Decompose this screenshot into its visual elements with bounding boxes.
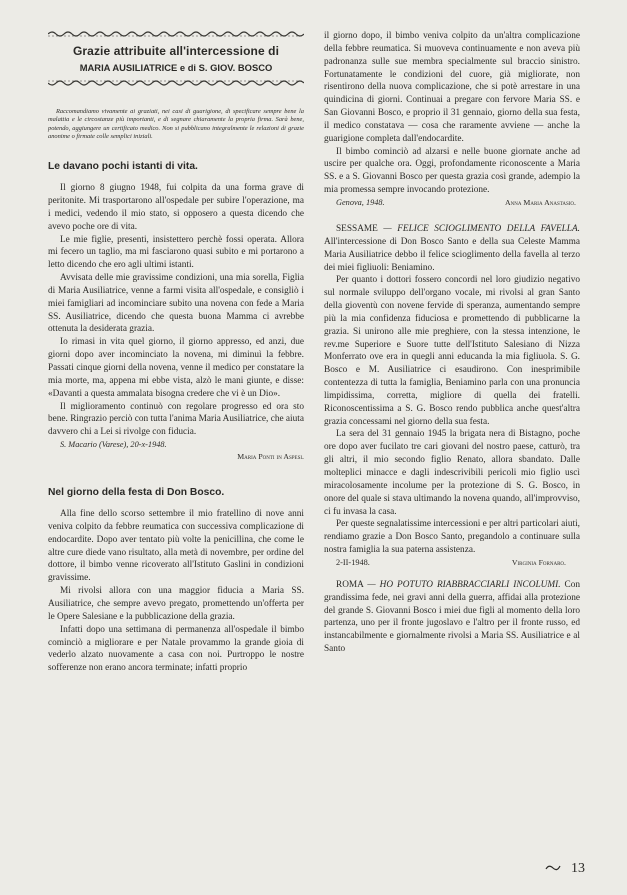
editorial-note: [48, 108, 304, 141]
article4-lead-text: Con grandissima fede, nei gravi anni della guerra, affidai alla protezione del grande S. Giovanni Bosco i miei due figli al momento della loro partenza, uno per il fronte jugoslavo e l'altro per il fronte russo, ed instancabilmente e giornalmente rivolsi a Maria SS. Ausiliatrice e al Santo: [324, 579, 581, 655]
article3-signature: [324, 557, 580, 569]
article4-lead: [324, 579, 580, 656]
article3-paragraph: Per queste segnalatissime intercessioni e per altri particolari aiuti, rendiamo grazie a Don Bosco Santo, pregandolo a continuare sulla nostra famiglia la sua paterna assistenza.: [324, 519, 580, 556]
article3-lead-text: All'intercessione di Don Bosco Santo e della sua Celeste Mamma Maria Ausiliatrice debbo il felice scioglimento della favella al terzo dei miei figliuoli: Beniamino.: [324, 236, 580, 273]
article3-heading: — FELICE SCIOGLIMENTO DELLA FAVELLA.: [383, 223, 580, 234]
article1-signature: [48, 439, 304, 463]
article3-paragraph: La sera del 31 gennaio 1945 la brigata nera di Bistagno, poche ore dopo aver fucilato tre cari giovani del nostro paese, catturò, tra gli altri, il mio secondo figlio Renato, allora sbandato. Dalle molteplici minacce e dagli indescrivibili pericoli mio figlio uscì miracolosamente incolume per la protezione di S. G. Bosco, in onore del quale si stava ultimando la novena quando, all'improvviso, ci fu invasa la casa.: [324, 429, 580, 517]
article3-signature-name: Virginia Fornaro.: [511, 557, 566, 567]
article3-place: SESSAME: [336, 223, 378, 234]
article2-paragraph-continued: il giorno dopo, il bimbo veniva colpito da un'altra complicazione della febbre reumatica. Si muoveva continuamente e non aveva più padronanza sulle sue membra specialmente sul braccio sinistro. Fortunatamente le condizioni del cuore, già migliorate, non risentirono della nuova complicazione, che si potè arrestare in una quindicina di giorni. Continuai a pregare con fervore Maria SS. e San Giovanni Bosco, e proprio il 31 gennaio, giorno della sua festa, il medico constatava — cosa che raramente avviene — anche la guarigione completa dall'endocardite.: [324, 31, 580, 144]
article1-signature-name: Maria Ponti in Aspesi.: [237, 452, 304, 462]
banner-title: Grazie attribuite all'intercessione di: [72, 44, 280, 58]
article4-place: ROMA: [336, 579, 364, 590]
article1-paragraph: Il miglioramento continuò con regolare progresso ed ora sto bene. Ringrazio perciò con tutta l'anima Maria Ausiliatrice, che aiuta davvero chi a Lei si rivolge con fiducia.: [48, 401, 304, 438]
article1-paragraph: Le mie figlie, presenti, insistettero perchè fossi operata. Allora mi fecero un taglio, ma mi fasciarono quasi subito e mi portarono a letto dicendo che ero agli ultimi istanti.: [48, 234, 304, 271]
wavy-border-top-icon: [48, 30, 304, 38]
banner-subtitle: MARIA AUSILIATRICE e di S. GIOV. BOSCO: [79, 62, 273, 73]
page-number: 13: [571, 861, 585, 876]
article3-paragraph: Per quanto i dottori fossero concordi nel loro giudizio negativo sul normale sviluppo dell'organo vocale, mi rivolsi al gran Santo della gioventù con novene fervide di speranza, aumentando sempre più la mia confidenza fiduciosa e promettendo di pubblicarne la grazia. Si unirono alle mie preghiere, con la stessa intenzione, le rev.me Superiore e Suore tutte dell'Istituto Salesiano di Nizza Monferrato ove era in quegli anni educanda la mia figliuola. S. G. Bosco e M. Ausiliatrice ci esaudirono. Con inesprimibile contentezza di tutta la famiglia, Beniamino parla con una pronuncia limpidissima, corretta, migliore di quella dei fratelli. Riconoscentissima a S. G. Bosco rendo pubblica anche quest'altra grazia concessami nel giorno della sua festa.: [324, 275, 580, 427]
banner: [48, 30, 304, 98]
article1-paragraph: Io rimasi in vita quel giorno, il giorno appresso, ed anzi, due giorni dopo aver incominciato la novena, mi diminuì la febbre. Passati cinque giorni della novena, venne il medico per constatare la mia morte, ma, appena mi ebbe vista, alzò le mani giunte, e disse: «Davanti a questa ammalata bisogna credere che vi è un Dio».: [48, 337, 304, 399]
article4-heading: — HO POTUTO RIABBRACCIARLI INCOLUMI.: [367, 579, 561, 590]
left-column: [48, 30, 304, 675]
page-ornament-icon: [545, 863, 561, 871]
article2-signature-name: Anna Maria Anastasio.: [505, 197, 576, 207]
editorial-note-text: Raccomandiamo vivamente ai graziati, nei casi di guarigione, di specificare sempre bene la malattia e le circostanze più importanti, e di segnare chiaramente la propria firma. Sarà bene, potendo, aggiungere un certificato medico. Non si pubblicano integralmente le relazioni di grazie anonime o firmate colle semplici iniziali.: [48, 108, 304, 140]
article2-paragraph: Infatti dopo una settimana di permanenza all'ospedale il bimbo cominciò a migliorare e per Natale provammo la grande gioia di vederlo alzato nuovamente a casa con noi. Purtroppo le nostre sofferenze non erano ancora terminate; infatti proprio: [48, 624, 304, 674]
article1-signature-place: S. Macario (Varese), 20-x-1948.: [60, 440, 167, 450]
article2-signature-place: Genova, 1948.: [336, 197, 385, 207]
article2-paragraph-continued: Il bimbo cominciò ad alzarsi e nelle buone giornate anche ad uscire per qualche ora. Oggi, profondamente riconoscente a Maria SS. e a S. Giovanni Bosco per questa grazia così grande, adempio la mia promessa sempre invocando protezione.: [324, 146, 580, 196]
article1-title: Le davano pochi istanti di vita.: [48, 161, 198, 173]
article3-lead: [324, 223, 580, 274]
article1-paragraph: Avvisata delle mie gravissime condizioni, una mia sorella, Figlia di Maria Ausiliatrice, venne a farmi visita all'ospedale, e consigliò i miei famigliari ad incominciare subito una novena con fede a Maria SS. Ausiliatrice, dicendo che questa buona Mamma ci avrebbe ottenuta la desiderata grazia.: [48, 273, 304, 335]
article3-signature-date: 2-II-1948.: [336, 557, 370, 567]
article2-signature: [324, 197, 580, 209]
article1-paragraph: Il giorno 8 giugno 1948, fui colpita da una forma grave di peritonite. Mi trasportarono all'ospedale per subire l'operazione, ma i medici, vedendo il mio stato, si opposero a questa dicendo che avevo poche ore di vita.: [48, 183, 304, 232]
wavy-border-bottom-icon: [48, 79, 304, 87]
article2-paragraph: Mi rivolsi allora con una maggior fiducia a Maria SS. Ausiliatrice, che sempre avevo pregato, promettendo un'offerta per le Opere Salesiane e la pubblicazione della grazia.: [48, 586, 304, 622]
article2-paragraph: Alla fine dello scorso settembre il mio fratellino di nove anni veniva colpito da febbre reumatica con successiva complicazione di endocardite. Dopo aver tentato più volte la penicillina, che come le altre cure diede vano risultato, alla metà di novembre, per ordine del dottore, il bimbo venne ricoverato all'Istituto Gaslini in condizioni gravissime.: [48, 509, 304, 584]
right-column: [324, 30, 580, 656]
article2-title: Nel giorno della festa di Don Bosco.: [48, 487, 225, 499]
